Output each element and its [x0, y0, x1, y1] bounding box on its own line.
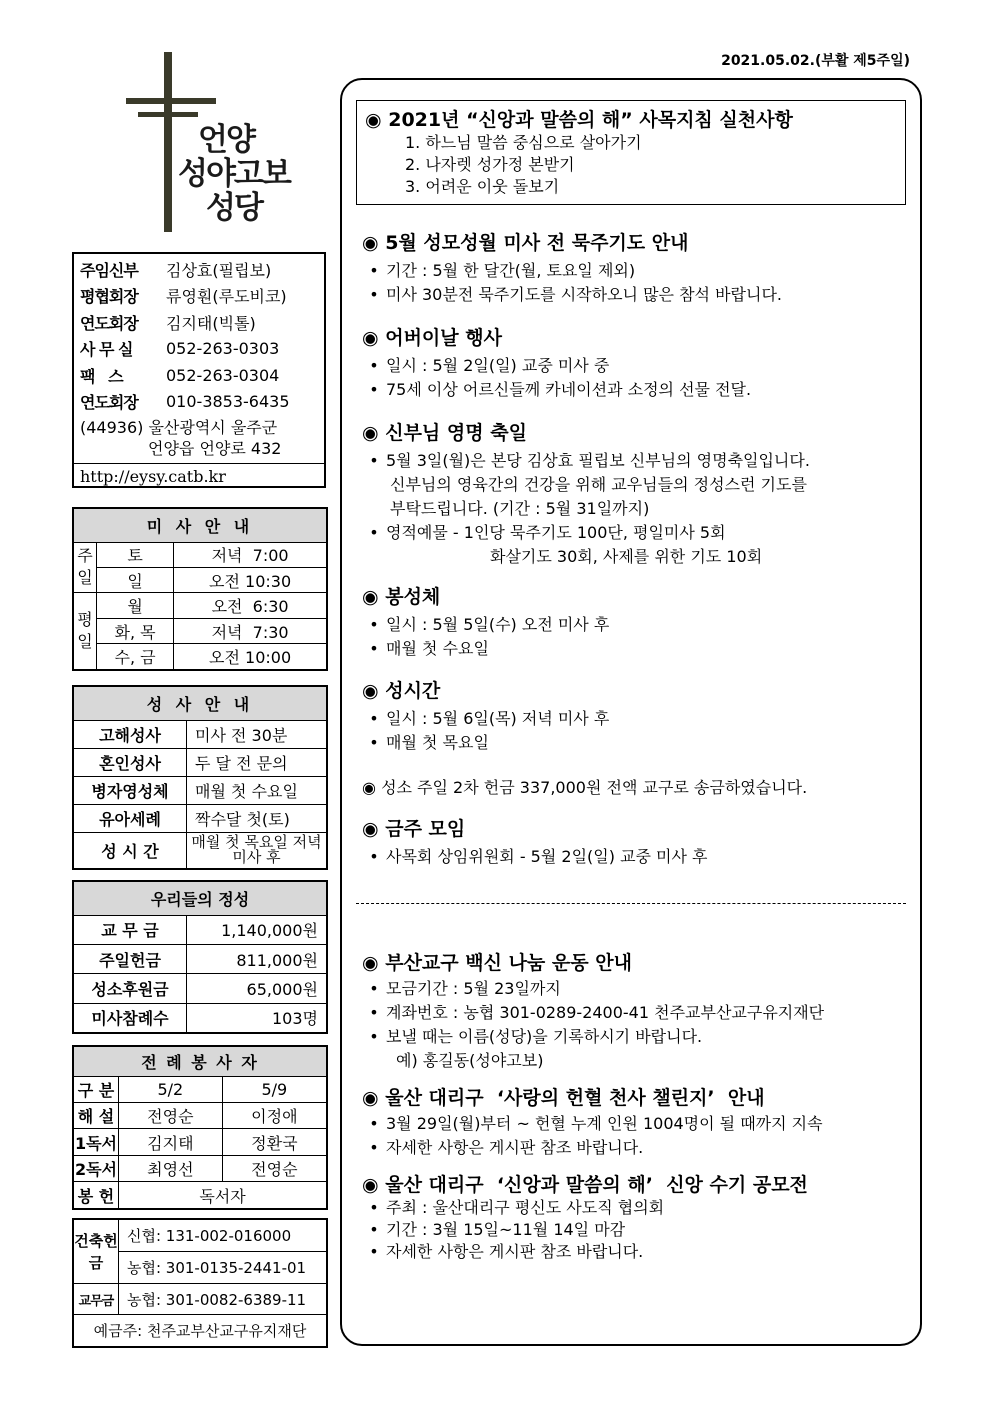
section-title — [362, 1083, 823, 1110]
list-item — [362, 845, 708, 869]
liturgy-servers-table — [72, 1045, 328, 1210]
school-fund-label: 교무금 — [73, 1284, 119, 1315]
info-row — [80, 336, 318, 363]
mass-day: 수, 금 — [97, 644, 174, 670]
item-text: 자세한 사항은 게시판 참조 바랍니다. — [386, 1242, 644, 1261]
cross-bar-bottom — [138, 112, 198, 117]
sacrament-value: 짝수달 첫(토) — [187, 804, 328, 832]
feast-title: 신부님 영명 축일 — [385, 422, 527, 444]
bullet-icon: • — [369, 1138, 379, 1157]
dashed-divider — [356, 903, 906, 904]
address-line-2: 언양읍 언양로 432 — [148, 439, 282, 458]
meeting-section — [362, 814, 708, 869]
info-value: 김지태(빅톨) — [166, 313, 256, 333]
item-text: 자세한 사항은 게시판 참조 바랍니다. — [386, 1138, 644, 1157]
info-value: 052-263-0304 — [166, 365, 280, 385]
logo-line-2: 성야고보 — [178, 156, 290, 192]
bullet-icon: • — [369, 639, 379, 658]
sacrament-name: 병자영성체 — [73, 776, 187, 804]
parish-logo — [120, 52, 290, 237]
servers-role: 2독서 — [73, 1155, 119, 1181]
target-icon: ◉ — [362, 952, 379, 974]
logo-line-1: 언양 — [198, 122, 254, 158]
rosary-section — [362, 228, 782, 307]
info-row — [80, 389, 318, 416]
target-icon: ◉ — [362, 327, 379, 349]
list-item — [362, 283, 782, 307]
bullet-icon: • — [369, 1003, 379, 1022]
sacrament-name: 혼인성사 — [73, 748, 187, 776]
bullet-icon: • — [369, 1242, 379, 1261]
target-icon: ◉ — [362, 232, 379, 254]
vocation-text: 성소 주일 2차 헌금 337,000원 전액 교구로 송금하였습니다. — [381, 778, 808, 797]
list-item — [362, 977, 824, 1001]
offering-value: 811,000원 — [187, 944, 328, 973]
info-label: 연도회장 — [80, 313, 138, 333]
list-item — [362, 707, 609, 731]
server-name: 전영순 — [222, 1155, 327, 1181]
item-text: 보낼 때는 이름(성당)을 기록하시기 바랍니다. — [386, 1027, 703, 1046]
list-item — [362, 521, 810, 545]
server-name: 이정애 — [222, 1102, 327, 1128]
server-name: 최영선 — [119, 1155, 223, 1181]
target-icon: ◉ — [362, 422, 379, 444]
mass-table-title: 미 사 안 내 — [73, 508, 327, 542]
section-title — [362, 323, 751, 350]
mass-schedule-table — [72, 507, 328, 671]
server-name: 김지태 — [119, 1129, 223, 1155]
bullet-icon: • — [369, 733, 379, 752]
item-text: 영적예물 - 1인당 묵주기도 100단, 평일미사 5회 — [386, 523, 726, 542]
item-text: 주최 : 울산대리구 평신도 사도직 협의회 — [386, 1198, 665, 1217]
account-number: 신협: 131-002-016000 — [119, 1219, 328, 1252]
bullet-icon: • — [369, 1114, 379, 1133]
section-title — [362, 582, 609, 609]
offering-table-title: 우리들의 정성 — [73, 881, 327, 915]
item-text: 일시 : 5월 2일(일) 교중 미사 중 — [386, 356, 610, 375]
item-text: 5월 3일(월)은 본당 김상효 필립보 신부님의 영명축일입니다. — [386, 451, 810, 470]
sacrament-name: 고해성사 — [73, 720, 187, 748]
item-text: 사목회 상임위원회 - 5월 2일(일) 교중 미사 후 — [386, 847, 708, 866]
bullet-icon: • — [369, 1220, 379, 1239]
section-title — [362, 418, 810, 445]
servers-role: 1독서 — [73, 1129, 119, 1155]
servers-table-title: 전 례 봉 사 자 — [73, 1046, 327, 1076]
pastoral-guideline-box — [356, 100, 906, 205]
bullet-icon: • — [369, 1027, 379, 1046]
bullet-icon: • — [369, 261, 379, 280]
item-continuation: 신부님의 영육간의 건강을 위해 교우님들의 정성스런 기도를 — [390, 475, 807, 494]
vaccine-title: 부산교구 백신 나눔 운동 안내 — [385, 952, 632, 974]
sunday-label: 주일 — [73, 542, 97, 593]
list-item — [362, 354, 751, 378]
bullet-icon: • — [369, 451, 379, 470]
account-number: 농협: 301-0135-2441-01 — [119, 1252, 328, 1284]
list-item — [362, 378, 751, 402]
feast-section — [362, 418, 810, 569]
section-title — [365, 105, 897, 132]
list-item — [362, 1001, 824, 1025]
item-continuation: 부탁드립니다. (기간 : 5월 31일까지) — [390, 499, 650, 518]
offering-value: 65,000원 — [187, 974, 328, 1003]
communion-title: 봉성체 — [385, 586, 441, 608]
item-text: 미사 30분전 묵주기도를 시작하오니 많은 참석 바랍니다. — [386, 285, 782, 304]
list-item — [362, 259, 782, 283]
vaccine-section — [362, 948, 824, 1073]
section-title — [362, 948, 824, 975]
account-number: 농협: 301-0082-6389-11 — [119, 1284, 328, 1315]
mass-time: 오전 10:00 — [174, 644, 327, 670]
section-title — [362, 1170, 808, 1197]
sacrament-name: 유아세례 — [73, 804, 187, 832]
item-continuation: 예) 홍길동(성야고보) — [396, 1051, 544, 1070]
info-row — [80, 283, 318, 310]
item-text: 매월 첫 수요일 — [386, 639, 489, 658]
info-label: 팩 스 — [80, 366, 123, 386]
info-row — [80, 309, 318, 336]
parish-info-box — [72, 252, 326, 488]
mass-day: 토 — [97, 542, 174, 567]
sacrament-name: 성 시 간 — [73, 832, 187, 869]
item-text: 일시 : 5월 5일(수) 오전 미사 후 — [386, 615, 610, 634]
servers-role: 해 설 — [73, 1102, 119, 1128]
target-icon: ◉ — [362, 586, 379, 608]
sacrament-value: 매월 첫 목요일 저녁미사 후 — [187, 832, 328, 869]
mass-day: 월 — [97, 593, 174, 618]
mass-day: 일 — [97, 567, 174, 592]
pastoral-title: 2021년 “신앙과 말씀의 해” 사목지침 실천사항 — [388, 109, 793, 131]
servers-header-date: 5/2 — [119, 1076, 223, 1102]
bullet-icon: • — [369, 380, 379, 399]
list-item — [362, 613, 609, 637]
list-item — [362, 1241, 808, 1263]
weekday-label: 평일 — [73, 593, 97, 670]
list-item — [362, 449, 810, 473]
parents-day-section — [362, 323, 751, 402]
offering-name: 성소후원금 — [73, 974, 187, 1003]
offering-table — [72, 880, 328, 1034]
target-icon: ◉ — [365, 109, 382, 131]
item-continuation: 화살기도 30회, 사제를 위한 기도 10회 — [490, 547, 763, 566]
sacrament-value: 미사 전 30분 — [187, 720, 328, 748]
mass-day: 화, 목 — [97, 618, 174, 643]
bullet-icon: • — [369, 1198, 379, 1217]
address-line-1: (44936) 울산광역시 울주군 — [80, 418, 278, 437]
blood-title: 울산 대리구 ‘사랑의 헌혈 천사 챌린지’ 안내 — [385, 1087, 765, 1109]
parents-title: 어버이날 행사 — [385, 327, 502, 349]
target-icon: ◉ — [362, 818, 379, 840]
list-item — [362, 1112, 823, 1136]
servers-role: 봉 헌 — [73, 1182, 119, 1209]
server-name: 전영순 — [119, 1102, 223, 1128]
mass-time: 저녁 7:30 — [174, 618, 327, 643]
info-value: 010-3853-6435 — [166, 392, 290, 412]
offering-value: 103명 — [187, 1003, 328, 1033]
list-item — [362, 1025, 824, 1049]
info-label: 사 무 실 — [80, 340, 133, 360]
info-label: 주임신부 — [80, 260, 138, 280]
item-text: 일시 : 5월 6일(목) 저녁 미사 후 — [386, 709, 610, 728]
section-title — [362, 814, 708, 841]
website-link[interactable]: http://eysy.catb.kr — [74, 463, 324, 486]
target-icon: ◉ — [362, 680, 379, 702]
pastoral-item: 2. 나자렛 성가정 본받기 — [405, 155, 575, 174]
info-label: 평협회장 — [80, 287, 138, 307]
essay-contest-section — [362, 1170, 808, 1263]
server-name: 독서자 — [119, 1182, 328, 1209]
bullet-icon: • — [369, 979, 379, 998]
essay-title: 울산 대리구 ‘신앙과 말씀의 해’ 신앙 수기 공모전 — [385, 1174, 808, 1196]
section-title — [362, 676, 609, 703]
section-title — [362, 228, 782, 255]
bullet-icon: • — [369, 615, 379, 634]
list-item — [362, 1136, 823, 1160]
cross-icon — [164, 52, 172, 232]
info-row — [80, 256, 318, 283]
logo-line-3: 성당 — [206, 190, 262, 226]
list-item — [362, 731, 609, 755]
info-row — [80, 362, 318, 389]
pastoral-item: 1. 하느님 말씀 중심으로 살아가기 — [405, 133, 642, 152]
servers-header-label: 구 분 — [73, 1076, 119, 1102]
servers-header-date: 5/9 — [222, 1076, 327, 1102]
offering-name: 주일헌금 — [73, 944, 187, 973]
info-value: 052-263-0303 — [166, 339, 280, 359]
item-text: 계좌번호 : 농협 301-0289-2400-41 천주교부산교구유지재단 — [386, 1003, 825, 1022]
mass-time: 오전 6:30 — [174, 593, 327, 618]
bullet-icon: • — [369, 285, 379, 304]
target-icon: ◉ — [362, 1087, 379, 1109]
address — [80, 417, 318, 459]
list-item — [362, 1219, 808, 1241]
sacrament-value: 두 달 전 문의 — [187, 748, 328, 776]
target-icon: ◉ — [362, 1174, 379, 1196]
list-item — [362, 637, 609, 661]
pastoral-item: 3. 어려운 이웃 돌보기 — [405, 177, 560, 196]
item-text: 기간 : 5월 한 달간(월, 토요일 제외) — [386, 261, 636, 280]
mass-time: 오전 10:30 — [174, 567, 327, 592]
item-text: 3월 29일(월)부터 ~ 헌혈 누계 인원 1004명이 될 때까지 지속 — [386, 1114, 823, 1133]
holy-hour-section — [362, 676, 609, 755]
item-text: 모금기간 : 5월 23일까지 — [386, 979, 561, 998]
sacrament-table — [72, 685, 328, 870]
accounts-table — [72, 1218, 328, 1348]
target-icon: ◉ — [362, 778, 376, 797]
bullet-icon: • — [369, 709, 379, 728]
item-text: 75세 이상 어르신들께 카네이션과 소정의 선물 전달. — [386, 380, 752, 399]
bullet-icon: • — [369, 847, 379, 866]
building-fund-label: 건축헌금 — [73, 1219, 119, 1284]
item-text: 매월 첫 목요일 — [386, 733, 489, 752]
list-item — [362, 1197, 808, 1219]
info-value: 김상효(필립보) — [166, 260, 272, 280]
item-text: 기간 : 3월 15일~11월 14일 마감 — [386, 1220, 626, 1239]
issue-date: 2021.05.02.(부활 제5주일) — [721, 53, 910, 69]
account-holder: 예금주: 천주교부산교구유지재단 — [73, 1315, 327, 1347]
offering-name: 미사참례수 — [73, 1003, 187, 1033]
communion-section — [362, 582, 609, 661]
offering-name: 교 무 금 — [73, 915, 187, 944]
meeting-title: 금주 모임 — [385, 818, 466, 840]
sacrament-table-title: 성 사 안 내 — [73, 686, 327, 720]
vocation-notice — [362, 776, 807, 800]
mass-time: 저녁 7:00 — [174, 542, 327, 567]
sacrament-value: 매월 첫 수요일 — [187, 776, 328, 804]
bullet-icon: • — [369, 523, 379, 542]
blood-donation-section — [362, 1083, 823, 1160]
holyhour-title: 성시간 — [385, 680, 441, 702]
info-value: 류영훤(루도비코) — [166, 287, 287, 307]
rosary-title: 5월 성모성월 미사 전 묵주기도 안내 — [385, 232, 689, 254]
info-label: 연도회장 — [80, 393, 138, 413]
offering-value: 1,140,000원 — [187, 915, 328, 944]
bullet-icon: • — [369, 356, 379, 375]
cross-bar-top — [126, 98, 216, 104]
server-name: 정환국 — [222, 1129, 327, 1155]
